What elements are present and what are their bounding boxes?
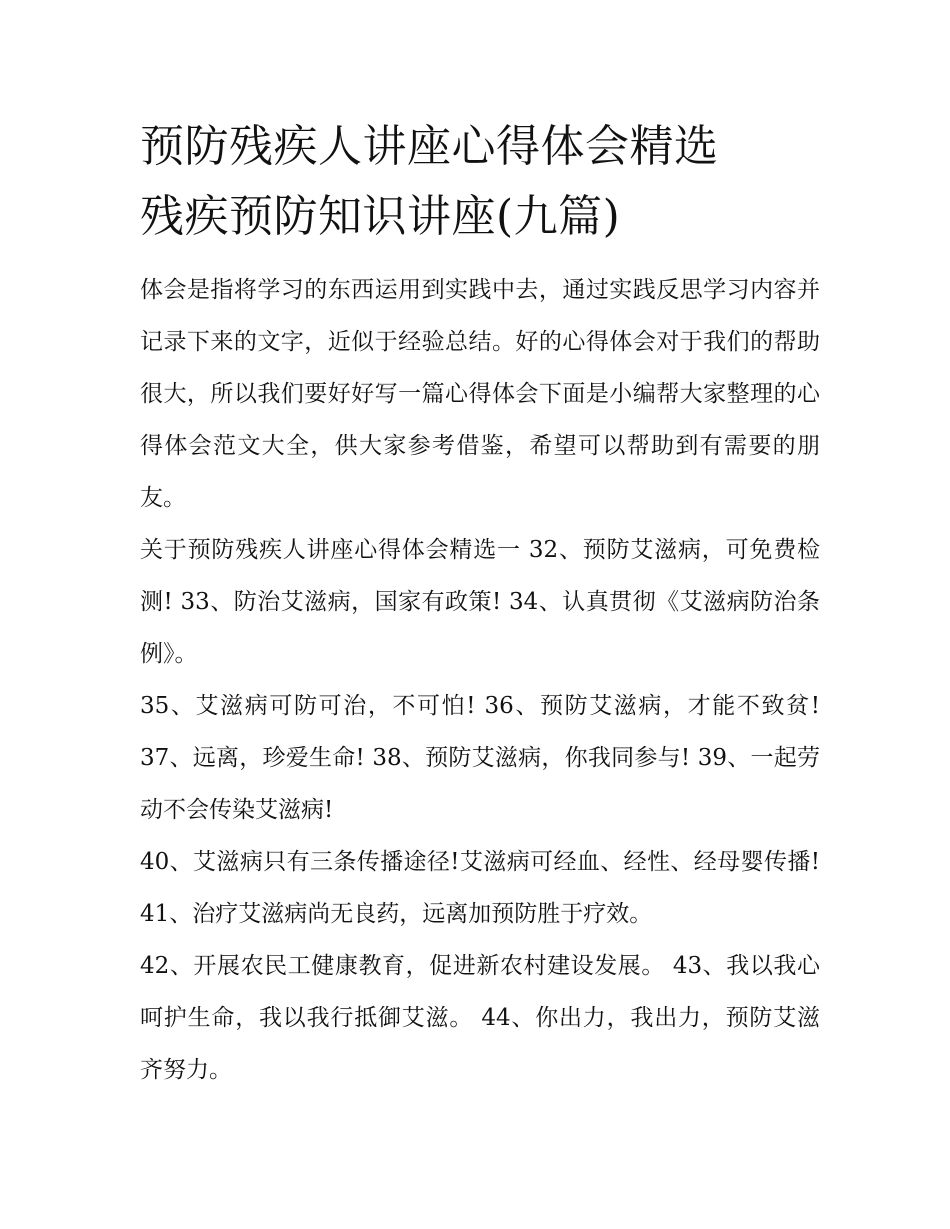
body-paragraph-4: 42、开展农民工健康教育，促进新农村建设发展。 43、我以我心呵护生命，我以我行抵御艾滋。 44、你出力，我出力，预防艾滋齐努力。 bbox=[140, 953, 820, 1083]
title-line-1: 预防残疾人讲座心得体会精选 bbox=[140, 121, 719, 172]
body-paragraph-3: 40、艾滋病只有三条传播途径!艾滋病可经血、经性、经母婴传播! 41、治疗艾滋病尚无良药，远离加预防胜于疗效。 bbox=[140, 849, 820, 927]
intro-paragraph: 体会是指将学习的东西运用到实践中去，通过实践反思学习内容并记录下来的文字，近似于经验总结。好的心得体会对于我们的帮助很大，所以我们要好好写一篇心得体会下面是小编帮大家整理的心得体会范文大全，供大家参考借鉴，希望可以帮助到有需要的朋友。 bbox=[140, 277, 820, 511]
document-page bbox=[140, 112, 820, 1096]
title-line-2: 残疾预防知识讲座(九篇) bbox=[140, 191, 621, 242]
body-paragraph-2: 35、艾滋病可防可治，不可怕! 36、预防艾滋病，才能不致贫! 37、远离，珍爱生命! 38、预防艾滋病，你我同参与! 39、一起劳动不会传染艾滋病! bbox=[140, 693, 820, 823]
body-paragraph-1: 关于预防残疾人讲座心得体会精选一 32、预防艾滋病，可免费检测! 33、防治艾滋病，国家有政策! 34、认真贯彻《艾滋病防治条例》。 bbox=[140, 537, 820, 667]
document-title bbox=[140, 112, 820, 252]
